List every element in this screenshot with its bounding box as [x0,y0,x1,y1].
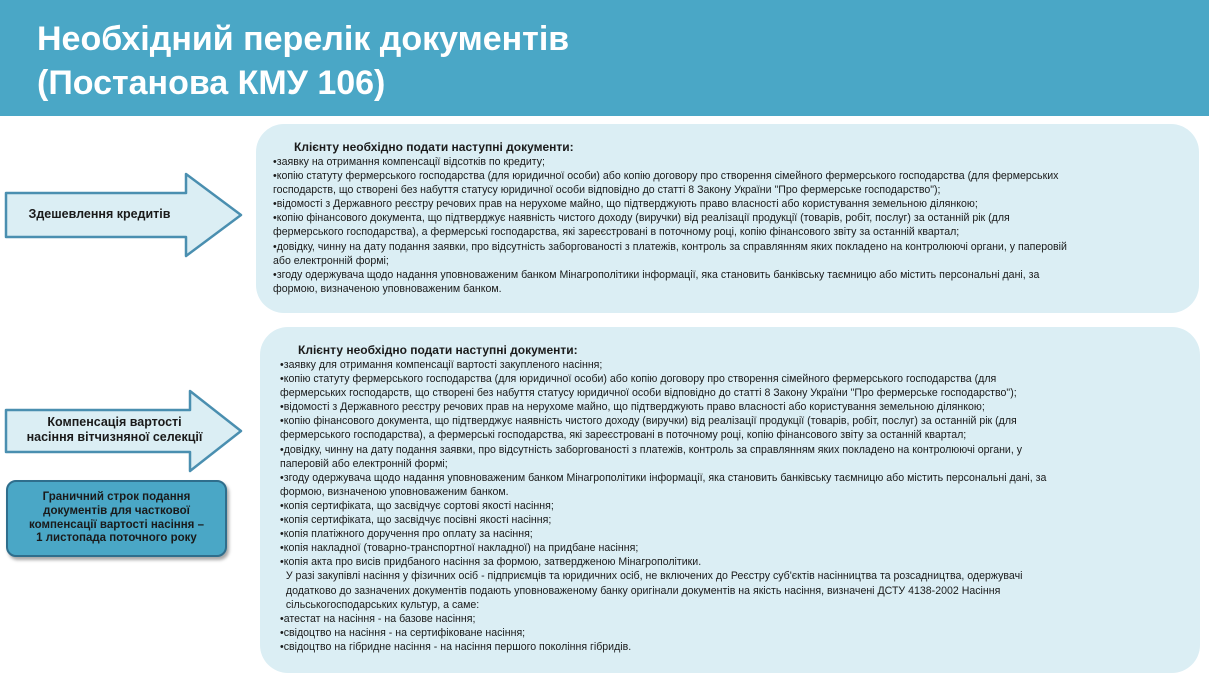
document-list-line: •копію фінансового документа, що підтверджує наявність чистого доходу (виручки) від реалізації продукції (товарів, робіт, послуг) за останній рік (для [280,415,1017,428]
document-list-line: •копію статуту фермерського господарства (для юридичної особи) або копію договору про створення сімейного фермерського господарства (для [280,373,997,386]
document-list-line: •заявку для отримання компенсації вартості закупленого насіння; [280,359,603,371]
panel-body [280,358,1046,654]
document-list-line: фермерського господарства), а фермерські господарства, які зареєстровані в поточному році, копію фінансового звіту за останній квартал; [280,429,967,442]
document-list-line: •заявку на отримання компенсації відсотків по кредиту; [273,156,545,168]
document-list-line: формою, визначеною уповноваженим банком. [280,485,509,498]
page-title-line-1: Необхідний перелік документів [37,20,570,58]
document-list-line: формою, визначеною уповноваженим банком. [273,282,502,295]
documents-panel-seeds [260,327,1200,673]
document-list-line: •копія сертифіката, що засвідчує сортові якості насіння; [280,499,554,512]
deadline-note-text: Граничний строк подання документів для часткової компенсації вартості насіння – 1 листопада поточного року [29,491,204,545]
document-list-line: •відомості з Державного реєстру речових прав на нерухоме майно, що підтверджують право власності або користування земельною ділянкою; [280,401,985,414]
document-list-line: сільськогосподарських культур, а саме: [280,598,480,611]
document-list-line: •довідку, чинну на дату подання заявки, про відсутність заборгованості з платежів, контроль за справлянням яких покладено на контролюючі органи, у [280,443,1023,456]
panel-body [273,155,1067,296]
document-list-line: або електронній формі; [273,254,389,267]
document-list-line: фермерських господарств, що створені без набуття статусу юридичної особи відповідно до статті 8 Закону України "Про фермерське господарство"); [280,387,1017,400]
page-title [37,17,569,105]
document-list-line: •копію статуту фермерського господарства (для юридичної особи) або копію договору про створення сімейного фермерського господарства (для фермерських [273,170,1059,183]
document-list-line: У разі закупівлі насіння у фізичних осіб - підприємців та юридичних осіб, не включених до Реєстру суб'єктів насінництва та розсадництва, одержувачі [280,570,1023,583]
document-list-line: •згоду одержувача щодо надання уповноваженим банком Мінагрополітики інформації, яка становить банківську таємницю або містить персональні дані, за [273,268,1040,281]
arrow-label: Компенсація вартості насіння вітчизняної селекції [26,415,203,444]
deadline-note-box [6,480,227,557]
arrow-label: Здешевлення кредитів [28,207,171,221]
document-list-line: •відомості з Державного реєстру речових прав на нерухоме майно, що підтверджують право власності або користування земельною ділянкою; [273,198,978,211]
document-list-line: •копія накладної (товарно-транспортної накладної) на придбане насіння; [280,542,639,555]
document-list-line: •свідоцтво на насіння - на сертифіковане насіння; [280,626,526,639]
arrow-credit-cheapening [4,172,244,258]
panel-title: Клієнту необхідно подати наступні документи: [294,140,574,154]
page-title-line-2: (Постанова КМУ 106) [37,64,386,102]
document-list-line: •свідоцтво на гібридне насіння - на насіння першого покоління гібридів. [280,640,632,653]
document-list-line: •атестат на насіння - на базове насіння; [280,612,476,625]
document-list-line: додатково до зазначених документів подають уповноваженому банку оригінали документів на якість насіння, визначені ДСТУ 4138-2002 Насіння [280,584,1001,597]
document-list-line: фермерського господарства), а фермерські господарства, які зареєстровані в поточному році, копію фінансового звіту за останній квартал; [273,226,960,239]
document-list-line: •копія платіжного доручення про оплату за насіння; [280,528,533,541]
document-list-line: •копію фінансового документа, що підтверджує наявність чистого доходу (виручки) від реалізації продукції (товарів, робіт, послуг) за останній рік (для [273,212,1010,225]
panel-title: Клієнту необхідно подати наступні документи: [298,343,578,357]
document-list-line: •копія акта про висів придбаного насіння за формою, затвердженою Мінагрополітики. [280,556,702,569]
document-list-line: господарств, що створені без набуття статусу юридичної особи відповідно до статті 8 Закону України "Про фермерське господарство"); [273,184,941,197]
document-list-line: паперовій або електронній формі; [280,457,448,470]
arrow-seed-compensation [4,389,244,473]
header-bar [0,0,1209,116]
document-list-line: •копія сертифіката, що засвідчує посівні якості насіння; [280,514,552,527]
document-list-line: •згоду одержувача щодо надання уповноваженим банком Мінагрополітики інформації, яка становить банківську таємницю або містить персональні дані, за [280,471,1047,484]
documents-panel-credit [256,124,1199,313]
document-list-line: •довідку, чинну на дату подання заявки, про відсутність заборгованості з платежів, контроль за справлянням яких покладено на контролюючі органи, у паперовій [273,240,1067,253]
